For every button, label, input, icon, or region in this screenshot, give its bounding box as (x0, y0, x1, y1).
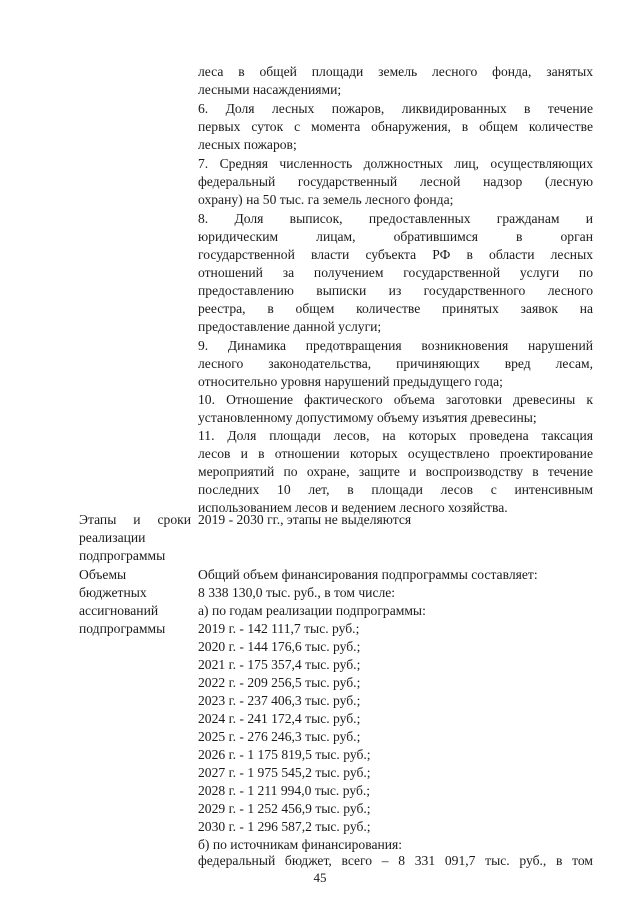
text-line: установленному допустимому объему изъятия древесины; (198, 410, 537, 425)
text-line: федеральный государственный лесной надзор (лесную (198, 174, 593, 189)
stages-value: 2019 - 2030 гг., этапы не выделяются (198, 512, 412, 527)
text-line: 11. Доля площади лесов, на которых проведена таксация (198, 428, 593, 443)
text-line: лесными насаждениями; (198, 82, 342, 97)
text-line: относительно уровня нарушений предыдущего года; (198, 374, 503, 389)
text-line: Общий объем финансирования подпрограммы составляет: (198, 567, 538, 582)
year-row: 2025 г. - 276 246,3 тыс. руб.; (198, 729, 361, 744)
text-line: первых суток с момента обнаружения, в общем количестве (198, 119, 593, 134)
text-line: мероприятий по охране, защите и воспроизводству в течение (198, 464, 593, 479)
year-row: 2024 г. - 241 172,4 тыс. руб.; (198, 711, 361, 726)
year-row: 2028 г. - 1 211 994,0 тыс. руб.; (198, 783, 371, 798)
stages-label: реализации (79, 530, 146, 545)
page-number: 45 (313, 870, 327, 885)
text-line: реестра, в общем количестве принятых заявок на (198, 301, 593, 316)
text-line: 9. Динамика предотвращения возникновения нарушений (198, 338, 593, 353)
stages-label: Этапы и сроки (79, 512, 191, 527)
text-line: государственной власти субъекта РФ в области лесных (198, 247, 593, 262)
text-line: юридическим лицам, обратившимся в орган (198, 229, 593, 244)
text-line: последних 10 лет, в площади лесов с интенсивным (198, 482, 593, 497)
text-line: отношений за получением государственной услуги по (198, 265, 593, 280)
budget-label: бюджетных (79, 585, 147, 600)
year-row: 2030 г. - 1 296 587,2 тыс. руб.; (198, 819, 371, 834)
text-line: 7. Средняя численность должностных лиц, осуществляющих (198, 156, 593, 171)
text-line: 10. Отношение фактического объема заготовки древесины к (198, 392, 593, 407)
year-row: 2023 г. - 237 406,3 тыс. руб.; (198, 693, 361, 708)
year-row: 2021 г. - 175 357,4 тыс. руб.; (198, 657, 361, 672)
year-row: 2020 г. - 144 176,6 тыс. руб.; (198, 639, 361, 654)
text-line: использованием лесов и ведением лесного хозяйства. (198, 500, 508, 515)
text-line: предоставление данной услуги; (198, 319, 382, 334)
text-line: 8 338 130,0 тыс. руб., в том числе: (198, 585, 396, 600)
year-row: 2027 г. - 1 975 545,2 тыс. руб.; (198, 765, 371, 780)
budget-label: ассигнований (79, 603, 159, 618)
year-row: 2022 г. - 209 256,5 тыс. руб.; (198, 675, 361, 690)
text-line: лесов и в отношении которых осуществлено проектирование (198, 446, 593, 461)
text-line: федеральный бюджет, всего – 8 331 091,7 тыс. руб., в том (198, 853, 593, 868)
text-line: а) по годам реализации подпрограммы: (198, 603, 426, 618)
year-row: 2019 г. - 142 111,7 тыс. руб.; (198, 621, 360, 636)
text-line: 6. Доля лесных пожаров, ликвидированных в течение (198, 101, 593, 116)
text-line: предоставлению выписки из государственного лесного (198, 283, 593, 298)
text-line: леса в общей площади земель лесного фонда, занятых (198, 64, 593, 79)
stages-label: подпрограммы (79, 548, 166, 563)
text-line: 8. Доля выписок, предоставленных гражданам и (198, 211, 593, 226)
text-line: лесных пожаров; (198, 137, 297, 152)
text-line: охрану) на 50 тыс. га земель лесного фонда; (198, 192, 454, 207)
year-row: 2026 г. - 1 175 819,5 тыс. руб.; (198, 747, 371, 762)
text-line: лесного законодательства, причиняющих вред лесам, (198, 356, 593, 371)
year-row: 2029 г. - 1 252 456,9 тыс. руб.; (198, 801, 371, 816)
budget-label: подпрограммы (79, 621, 166, 636)
budget-label: Объемы (79, 567, 127, 582)
text-line: б) по источникам финансирования: (198, 837, 403, 852)
